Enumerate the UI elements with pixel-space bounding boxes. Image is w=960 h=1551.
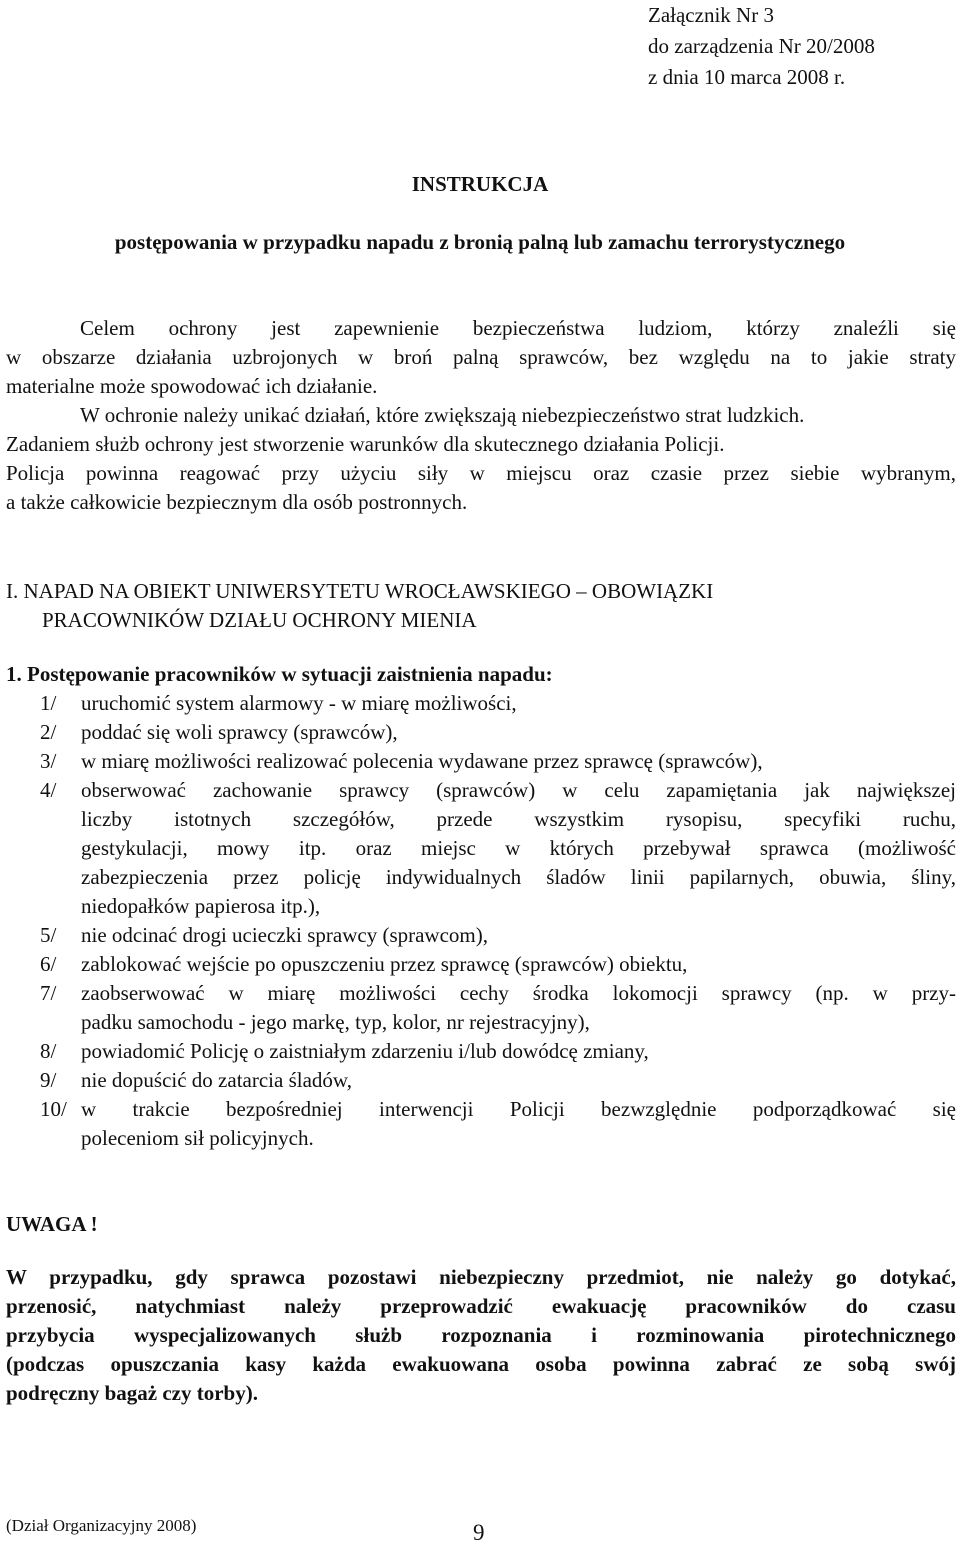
procedure-subheading: 1. Postępowanie pracowników w sytuacji zaistnienia napadu: bbox=[6, 662, 553, 686]
item-text: poleceniom sił policyjnych. bbox=[81, 1126, 314, 1150]
list-item bbox=[0, 981, 960, 1041]
annex-line-2: do zarządzenia Nr 20/2008 bbox=[648, 34, 875, 58]
list-item bbox=[0, 749, 960, 779]
page-number: 9 bbox=[473, 1520, 485, 1545]
section-heading-line-2: PRACOWNIKÓW DZIAŁU OCHRONY MIENIA bbox=[42, 608, 477, 632]
intro-line-3: materialne może spowodować ich działanie. bbox=[6, 374, 378, 398]
footer-department: (Dział Organizacyjny 2008) bbox=[6, 1516, 197, 1535]
item-number: 5/ bbox=[40, 923, 57, 947]
item-number: 3/ bbox=[40, 749, 57, 773]
intro-line-2: w obszarze działania uzbrojonych w broń palną sprawców, bez względu na to jakie straty bbox=[6, 345, 956, 369]
item-number: 8/ bbox=[40, 1039, 57, 1063]
intro-line-1: Celem ochrony jest zapewnienie bezpieczeństwa ludziom, którzy znaleźli się bbox=[80, 316, 956, 340]
item-text: nie dopuścić do zatarcia śladów, bbox=[81, 1068, 352, 1092]
list-item bbox=[0, 691, 960, 721]
list-item bbox=[0, 1039, 960, 1069]
item-number: 6/ bbox=[40, 952, 57, 976]
annex-line-1: Załącznik Nr 3 bbox=[648, 3, 774, 27]
warning-line-5: podręczny bagaż czy torby). bbox=[6, 1381, 258, 1405]
document-subtitle: postępowania w przypadku napadu z bronią palną lub zamachu terrorystycznego bbox=[114, 230, 846, 254]
item-text: zabezpieczenia przez policję indywidualnych śladów linii papilarnych, obuwia, śliny, bbox=[81, 865, 956, 889]
item-number: 2/ bbox=[40, 720, 57, 744]
list-item bbox=[0, 720, 960, 750]
intro-line-6: Policja powinna reagować przy użyciu siły w miejscu oraz czasie przez siebie wybranym, bbox=[6, 461, 956, 485]
item-text: niedopałków papierosa itp.), bbox=[81, 894, 321, 918]
list-item bbox=[0, 1097, 960, 1157]
item-text: powiadomić Policję o zaistniałym zdarzeniu i/lub dowódcę zmiany, bbox=[81, 1039, 649, 1063]
list-item bbox=[0, 1068, 960, 1098]
intro-line-5: Zadaniem służb ochrony jest stworzenie warunków dla skutecznego działania Policji. bbox=[6, 432, 725, 456]
warning-line-2: przenosić, natychmiast należy przeprowadzić ewakuację pracowników do czasu bbox=[6, 1294, 956, 1318]
item-text: zablokować wejście po opuszczeniu przez sprawcę (sprawców) obiektu, bbox=[81, 952, 688, 976]
item-text: poddać się woli sprawcy (sprawców), bbox=[81, 720, 398, 744]
warning-line-3: przybycia wyspecjalizowanych służb rozpoznania i rozminowania pirotechnicznego bbox=[6, 1323, 956, 1347]
intro-line-7: a także całkowicie bezpiecznym dla osób postronnych. bbox=[6, 490, 468, 514]
item-number: 10/ bbox=[40, 1097, 67, 1121]
item-text: gestykulacji, mowy itp. oraz miejsc w których przebywał sprawca (możliwość bbox=[81, 836, 956, 860]
intro-line-4: W ochronie należy unikać działań, które zwiększają niebezpieczeństwo strat ludzkich. bbox=[80, 403, 805, 427]
annex-line-3: z dnia 10 marca 2008 r. bbox=[648, 65, 846, 89]
warning-line-4: (podczas opuszczania kasy każda ewakuowana osoba powinna zabrać ze sobą swój bbox=[6, 1352, 956, 1376]
warning-title: UWAGA ! bbox=[6, 1212, 98, 1236]
document-title: INSTRUKCJA bbox=[411, 172, 549, 196]
item-text: w trakcie bezpośredniej interwencji Policji bezwzględnie podporządkować się bbox=[81, 1097, 956, 1121]
item-text: w miarę możliwości realizować polecenia wydawane przez sprawcę (sprawców), bbox=[81, 749, 763, 773]
item-text: nie odcinać drogi ucieczki sprawcy (sprawcom), bbox=[81, 923, 488, 947]
item-text: uruchomić system alarmowy - w miarę możliwości, bbox=[81, 691, 517, 715]
item-text: padku samochodu - jego markę, typ, kolor, nr rejestracyjny), bbox=[81, 1010, 590, 1034]
item-number: 7/ bbox=[40, 981, 57, 1005]
item-number: 1/ bbox=[40, 691, 57, 715]
item-text: zaobserwować w miarę możliwości cechy środka lokomocji sprawcy (np. w przy- bbox=[81, 981, 956, 1005]
warning-line-1: W przypadku, gdy sprawca pozostawi niebezpieczny przedmiot, nie należy go dotykać, bbox=[6, 1265, 956, 1289]
item-number: 9/ bbox=[40, 1068, 57, 1092]
list-item bbox=[0, 923, 960, 953]
item-text: liczby istotnych szczegółów, przede wszystkim rysopisu, specyfiki ruchu, bbox=[81, 807, 956, 831]
section-heading-line-1: I. NAPAD NA OBIEKT UNIWERSYTETU WROCŁAWSKIEGO – OBOWIĄZKI bbox=[6, 579, 714, 603]
item-number: 4/ bbox=[40, 778, 57, 802]
list-item bbox=[0, 778, 960, 928]
list-item bbox=[0, 952, 960, 982]
item-text: obserwować zachowanie sprawcy (sprawców) w celu zapamiętania jak największej bbox=[81, 778, 956, 802]
